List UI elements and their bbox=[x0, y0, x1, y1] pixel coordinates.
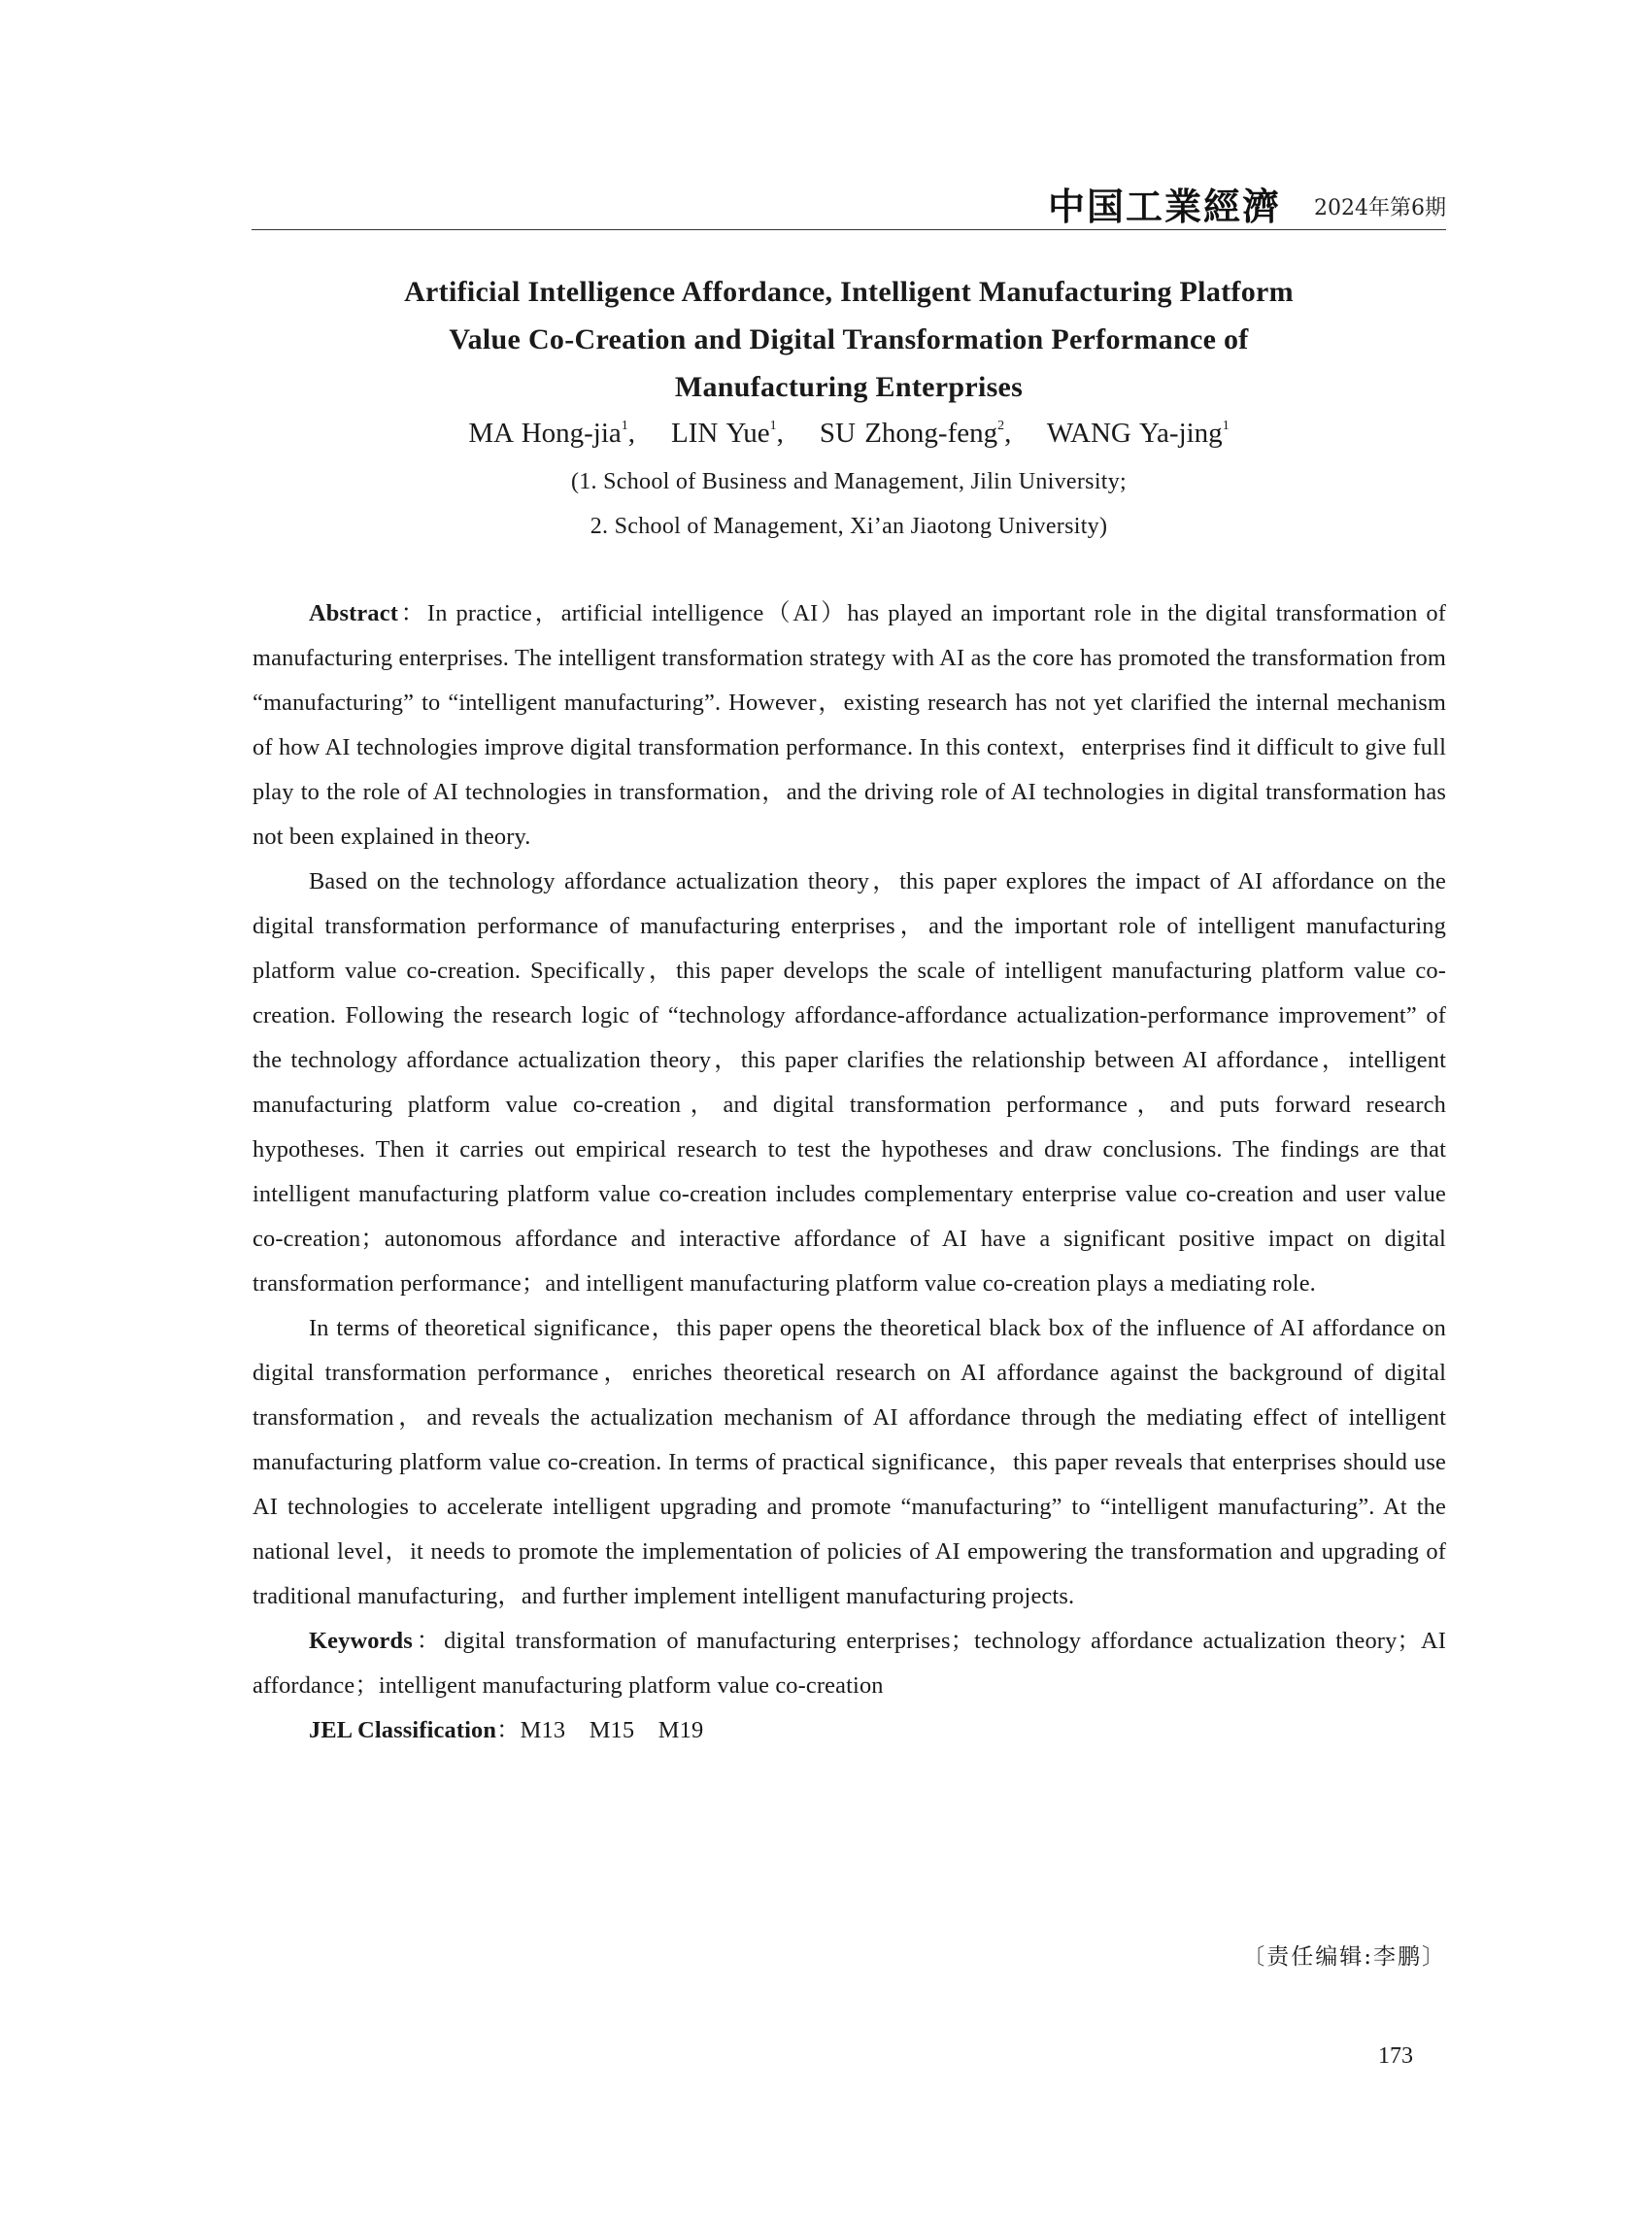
running-header bbox=[252, 185, 1446, 229]
jel-label: JEL Classification bbox=[309, 1717, 497, 1743]
page-number: 173 bbox=[1378, 2043, 1413, 2069]
author-2: LIN Yue$^1$, bbox=[671, 418, 784, 449]
author-1: MA Hong-jia$^1$, bbox=[468, 418, 636, 449]
affiliation-1: (1. School of Business and Management, Jilin University; bbox=[570, 469, 1128, 494]
responsible-editor: 〔责任编辑:李鹏〕 bbox=[1242, 1944, 1446, 1970]
abstract-paragraph-2: Based on the technology affordance actualization theory，this paper explores the impact of AI affordance on the digital transformation performance of manufacturing enterprises，and the important role of intelligent manufacturing platform value co-creation. Specifically，this paper develops the scale of intelligent manufacturing platform value co-creation. Following the research logic of “technology affordance-affordance actualization-performance improvement” of the technology affordance actualization theory，this paper clarifies the relationship between AI affordance，intelligent manufacturing platform value co-creation，and digital transformation performance，and puts forward research hypotheses. Then it carries out empirical research to test the hypotheses and draw conclusions. The findings are that intelligent manufacturing platform value co-creation includes complementary enterprise value co-creation and user value co-creation；autonomous affordance and interactive affordance of AI have a significant positive impact on digital transformation performance；and intelligent manufacturing platform value co-creation plays a mediating role. bbox=[253, 868, 1446, 1297]
keywords-label: Keywords bbox=[309, 1628, 413, 1654]
abstract-text-1: In practice，artificial intelligence（AI）has played an important role in the digital transformation of manufacturing enterprises. The intelligent transformation strategy with AI as the core has promoted the transformation from “manufacturing” to “intelligent manufacturing”. However，existing research has not yet clarified the internal mechanism of how AI technologies improve digital transformation performance. In this context，enterprises find it difficult to give full play to the role of AI technologies in transformation，and the driving role of AI technologies in digital transformation has not been explained in theory. bbox=[253, 600, 1447, 850]
abstract-paragraph-1 bbox=[253, 591, 1446, 860]
jel-paragraph bbox=[253, 1708, 1446, 1753]
journal-name: 中国工業經濟 bbox=[1047, 185, 1281, 228]
keywords-paragraph bbox=[253, 1619, 1446, 1708]
abstract-label: Abstract bbox=[309, 600, 398, 626]
keywords-text: digital transformation of manufacturing enterprises；technology affordance actualization theory；AI affordance；intelligent manufacturing platform value co-creation bbox=[253, 1628, 1446, 1699]
abstract-paragraph-3: In terms of theoretical significance，this paper opens the theoretical black box of the influence of AI affordance on digital transformation performance，enriches theoretical research on AI affordance against the background of digital transformation，and reveals the actualization mechanism of AI affordance through the mediating effect of intelligent manufacturing platform value co-creation. In terms of practical significance，this paper reveals that enterprises should use AI technologies to accelerate intelligent upgrading and promote “manufacturing” to “intelligent manufacturing”. At the national level，it needs to promote the implementation of policies of AI empowering the transformation and upgrading of traditional manufacturing，and further implement intelligent manufacturing projects. bbox=[253, 1315, 1446, 1609]
affiliation-2: 2. School of Management, Xi’an Jiaotong University) bbox=[590, 514, 1108, 539]
author-4: WANG Ya-jing$^1$ bbox=[1046, 418, 1230, 449]
abstract-label-sep: ： bbox=[397, 600, 427, 626]
article-title bbox=[252, 268, 1446, 411]
title-line-1: Artificial Intelligence Affordance, Intelligent Manufacturing Platform bbox=[404, 276, 1294, 308]
title-line-2: Value Co-Creation and Digital Transformation Performance of bbox=[449, 323, 1249, 355]
author-3: SU Zhong-feng$^2$, bbox=[819, 418, 1012, 449]
abstract-body bbox=[253, 591, 1446, 1753]
jel-codes: M13 M15 M19 bbox=[520, 1717, 704, 1743]
keywords-label-sep: ： bbox=[412, 1628, 445, 1654]
issue-number: 2024年第6期 bbox=[1314, 196, 1446, 220]
jel-label-sep: ： bbox=[496, 1717, 521, 1743]
title-line-3: Manufacturing Enterprises bbox=[674, 371, 1024, 403]
header-rule bbox=[252, 229, 1446, 230]
author-list bbox=[252, 412, 1446, 455]
